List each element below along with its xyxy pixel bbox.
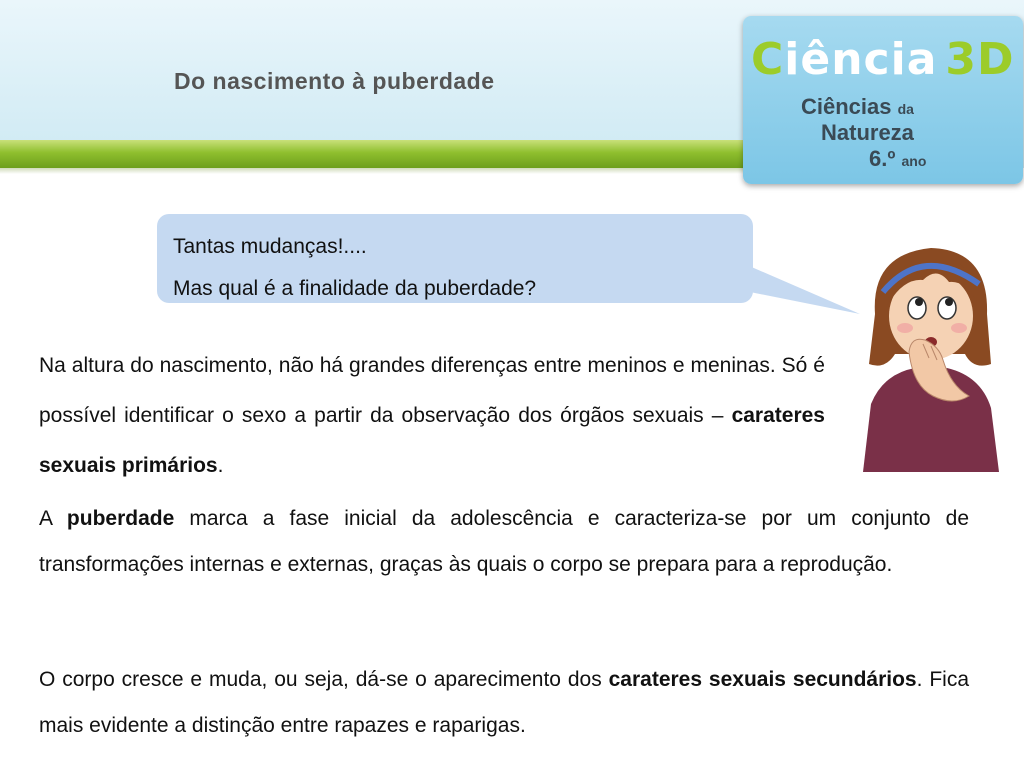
logo-brand-rest: iência — [784, 34, 938, 85]
speech-bubble-line2: Mas qual é a finalidade da puberdade? — [173, 277, 537, 300]
logo-line3-main: 6.º — [869, 146, 896, 171]
paragraph-body-changes-text: O corpo cresce e muda, ou seja, dá-se o aparecimento dos — [39, 668, 609, 691]
logo-brand — [751, 34, 1015, 85]
logo-subtitle-line1 — [801, 94, 914, 120]
logo-line3-small: ano — [901, 153, 927, 169]
logo-brand-3d: 3D — [945, 34, 1015, 85]
logo-line1-small: da — [897, 101, 914, 117]
paragraph-body-changes-end: . Fica mais evidente a distinção entre rapazes e raparigas. — [39, 668, 970, 737]
paragraph-puberty-bold: puberdade — [66, 507, 175, 530]
logo-brand-c: C — [751, 34, 785, 85]
logo-subtitle-line2: Natureza — [821, 120, 914, 145]
paragraph-birth-bold: carateres sexuais primários — [39, 404, 825, 477]
speech-bubble-tail — [740, 262, 865, 318]
header-green-band — [0, 140, 760, 168]
slide-title: Do nascimento à puberdade — [174, 68, 495, 94]
paragraph-body-changes-bold: carateres sexuais secundários — [608, 668, 917, 691]
paragraph-birth-text: Na altura do nascimento, não há grandes diferenças entre meninos e meninas. Só é possível identificar o sexo a partir da observação dos órgãos sexuais – — [39, 354, 825, 427]
logo-subtitle-line3 — [869, 146, 926, 172]
paragraph-body-changes — [39, 657, 969, 749]
logo-line1-main: Ciências — [801, 94, 892, 119]
speech-bubble — [157, 214, 753, 303]
paragraph-puberty — [39, 496, 969, 588]
paragraph-birth-end: . — [217, 454, 224, 477]
book-logo — [743, 16, 1023, 184]
speech-bubble-line1: Tantas mudanças!.... — [173, 235, 367, 258]
thinking-girl-illustration — [853, 236, 1003, 472]
paragraph-puberty-start: A — [39, 507, 67, 530]
header-band-shadow — [0, 168, 760, 174]
paragraph-birth — [39, 341, 825, 491]
paragraph-puberty-rest: marca a fase inicial da adolescência e caracteriza-se por um conjunto de transformações internas e externas, graças às quais o corpo se prepara para a reprodução. — [39, 507, 970, 576]
